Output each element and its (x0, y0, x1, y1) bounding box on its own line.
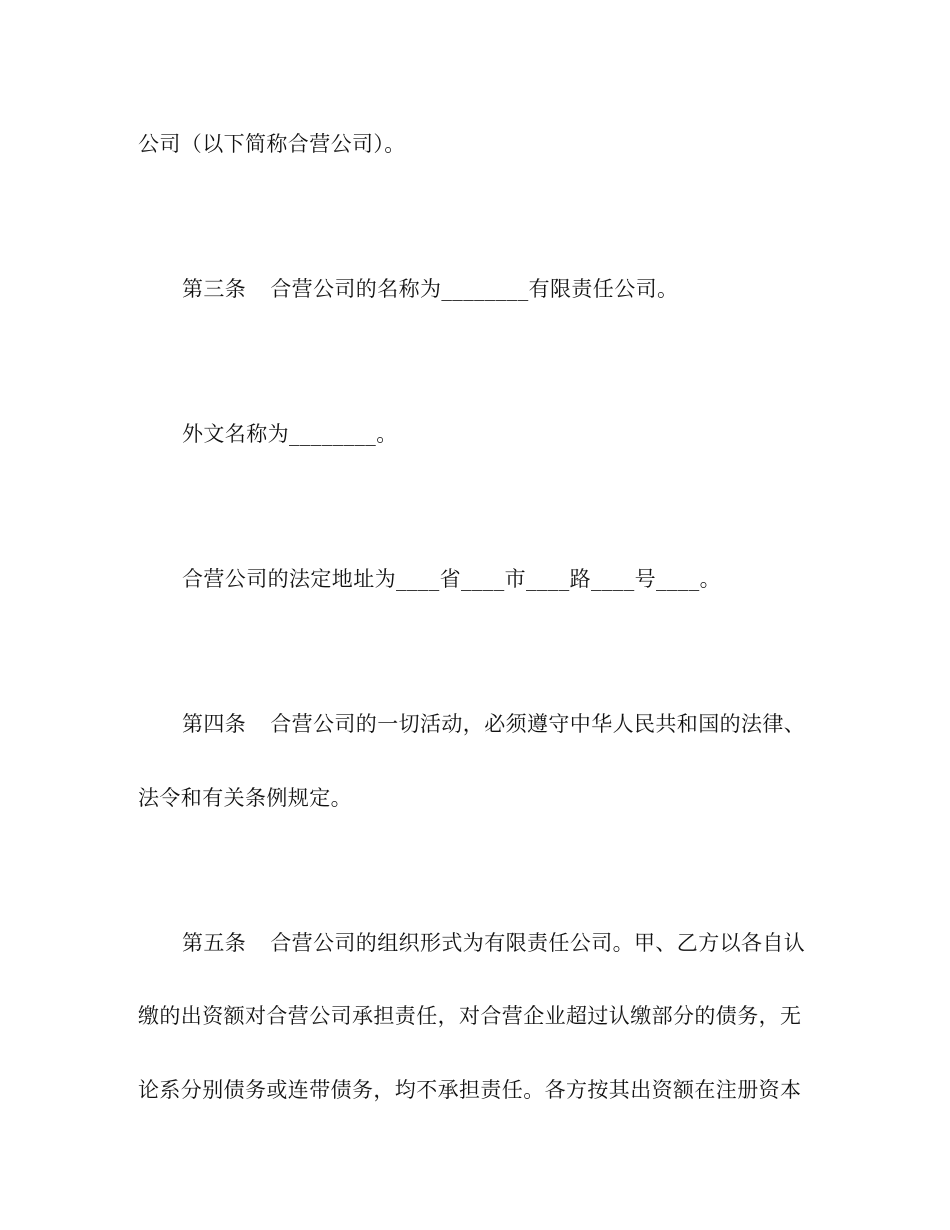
text-line: 法令和有关条例规定。 (138, 786, 352, 810)
article-number: 第四条 (182, 712, 247, 736)
text-line: 合营公司的组织形式为有限责任公司。甲、乙方以各自认 (270, 931, 806, 955)
text-line: 论系分别债务或连带债务，均不承担责任。各方按其出资额在注册资本 (138, 1078, 802, 1102)
article-number: 第五条 (182, 931, 247, 955)
text-line: 合营公司的一切活动，必须遵守中华人民共和国的法律、 (270, 712, 806, 736)
paragraph-line-foreign-name (182, 419, 818, 449)
article-4-line-2 (138, 783, 818, 813)
article-5-line-1 (182, 928, 818, 958)
article-3-line-1 (182, 274, 818, 304)
text-line: 合营公司的名称为________有限责任公司。 (270, 277, 679, 301)
paragraph-line-address (182, 564, 818, 594)
text-line: 外文名称为________。 (182, 422, 398, 446)
paragraph-line-1 (138, 129, 818, 159)
text-line: 缴的出资额对合营公司承担责任，对合营企业超过认缴部分的债务，无 (138, 1004, 802, 1028)
article-4-line-1 (182, 709, 818, 739)
article-number: 第三条 (182, 277, 247, 301)
article-5-line-2 (138, 1001, 818, 1031)
text-line: 公司（以下简称合营公司）。 (138, 132, 406, 156)
article-5-line-3 (138, 1075, 818, 1105)
text-line: 合营公司的法定地址为____省____市____路____号____。 (182, 567, 721, 591)
